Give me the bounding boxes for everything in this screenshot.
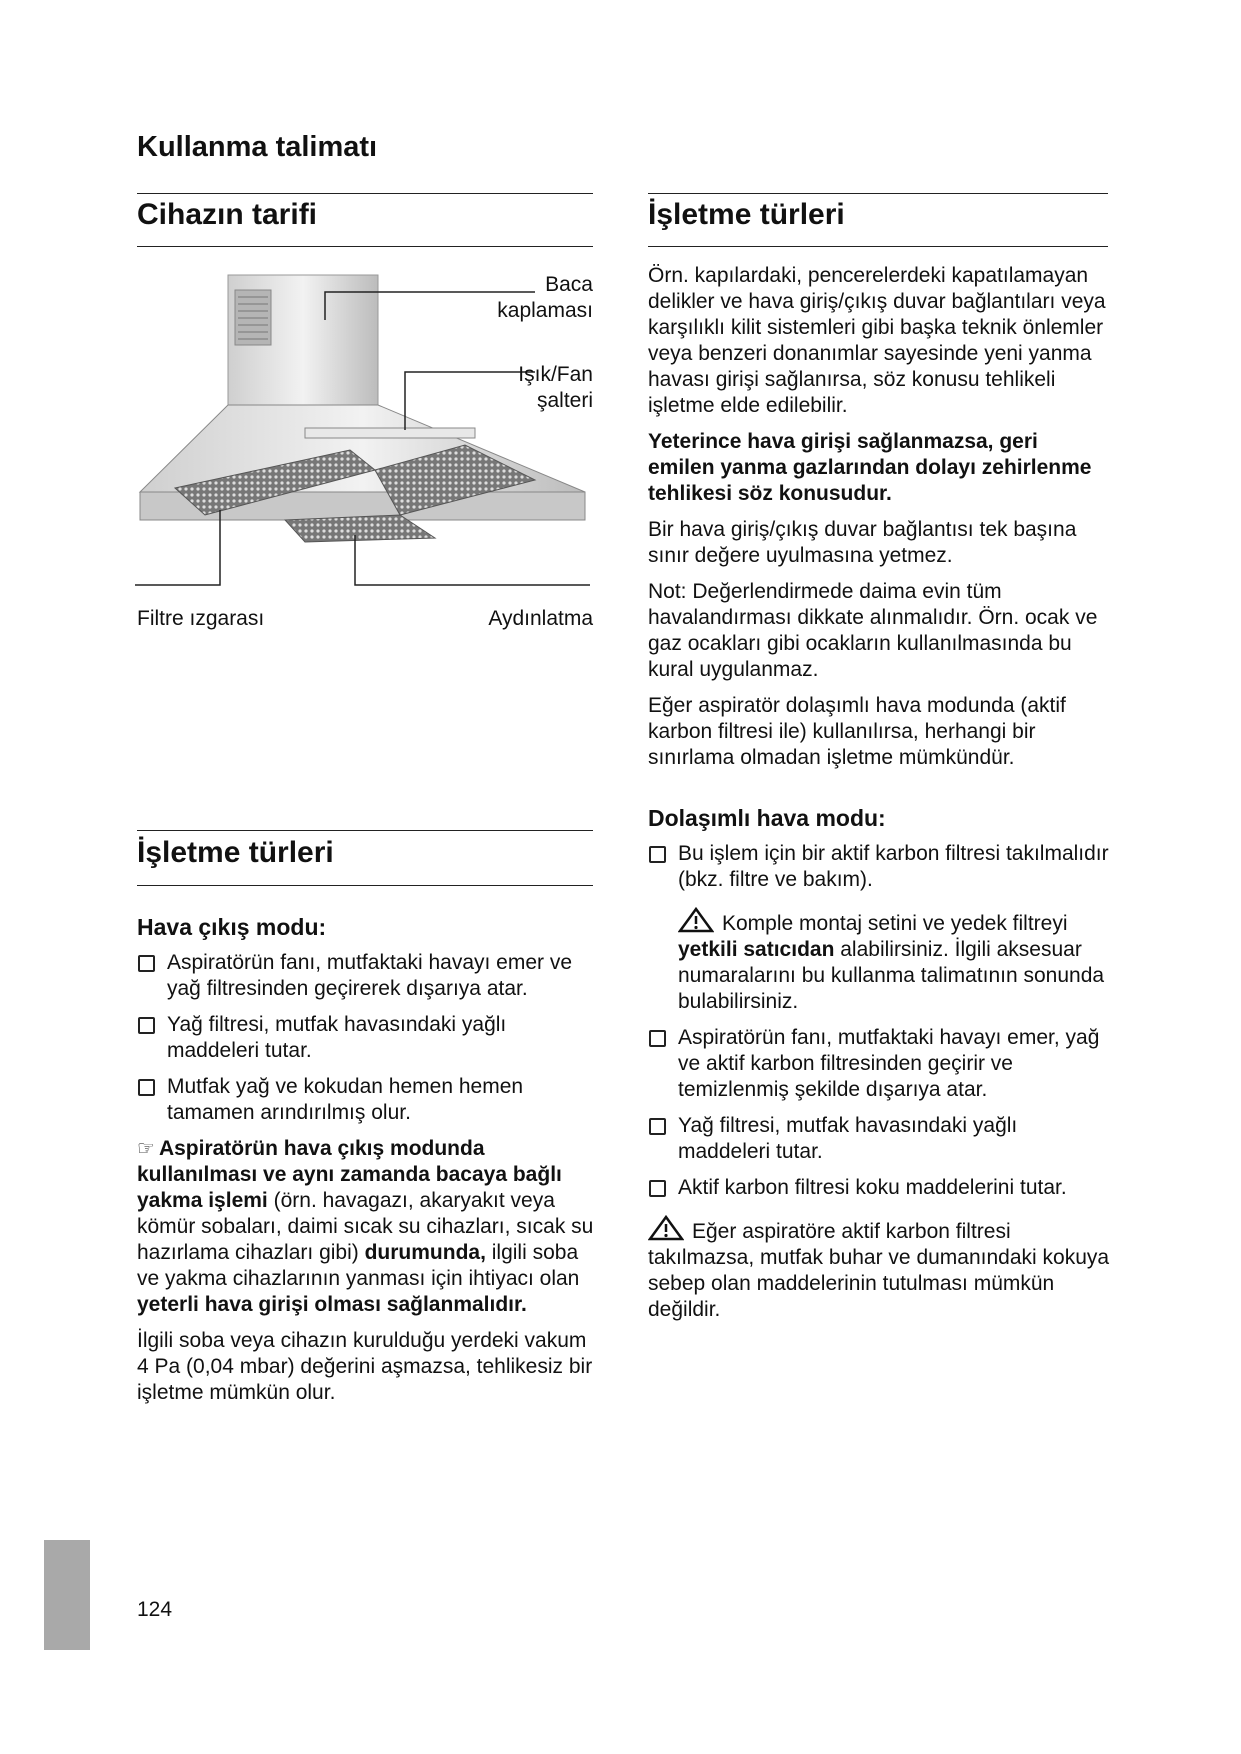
divider xyxy=(648,246,1108,247)
chimney-label: Baca kaplaması xyxy=(497,273,593,322)
checkbox-bullet-icon xyxy=(138,955,155,972)
paragraph: Eğer aspiratör dolaşımlı hava modunda (aktif karbon filtresi ile) kullanılırsa, herhangi bir sınırlama olmadan işletme mümkündür. xyxy=(648,694,1066,769)
warning-paragraph: ☞ Aspiratörün hava çıkış modunda kullanılması ve aynı zamanda bacaya bağlı yakma işlemi (örn. havagazı, akaryakıt veya kömür sobaları, daimi sıcak su cihazları, sıcak su hazırlama cihazları gibi) durumunda, ilgili soba ve yakma cihazlarının yanması için ihtiyacı olan yeterli hava girişi olması sağlanmalıdır. xyxy=(137,1137,594,1316)
list-item: Aktif karbon filtresi koku maddelerini tutar. xyxy=(648,1175,1110,1201)
warning-triangle-icon xyxy=(648,1215,684,1241)
paragraph: Örn. kapılardaki, pencerelerdeki kapatılamayan delikler ve hava giriş/çıkış duvar bağlantıları veya karşılıklı kilit sistemleri gibi başka teknik önlemler veya benzeri donanımlar sayesinde yeni yanma havası girişi sağlanırsa, söz konusu tehlikeli işletme elde edilebilir. xyxy=(648,264,1106,417)
exhaust-heading: Hava çıkış modu: xyxy=(137,914,327,940)
vent-grille xyxy=(235,290,271,345)
list-item: Yağ filtresi, mutfak havasındaki yağlı maddeleri tutar. xyxy=(137,1012,597,1064)
checkbox-bullet-icon xyxy=(649,1180,666,1197)
divider xyxy=(137,830,593,831)
paragraph: Bir hava giriş/çıkış duvar bağlantısı tek başına sınır değere uyulmasına yetmez. xyxy=(648,518,1077,567)
list-item: Bu işlem için bir aktif karbon filtresi takılmalıdır (bkz. filtre ve bakım). xyxy=(648,841,1110,893)
divider xyxy=(648,193,1108,194)
accessory-note: Komple montaj setini ve yedek filtreyi yetkili satıcıdan alabilirsiniz. İlgili aksesuar numaralarını bu kullanma talimatının sonunda bulabilirsiniz. xyxy=(648,907,1110,1015)
checkbox-bullet-icon xyxy=(649,846,666,863)
pointing-hand-icon: ☞ xyxy=(137,1138,155,1160)
final-warning: Eğer aspiratöre aktif karbon filtresi takılmazsa, mutfak buhar ve dumanındaki kokuya sebep olan maddelerinin tutulması mümkün değildir. xyxy=(648,1215,1110,1323)
warning-triangle-icon xyxy=(678,907,714,933)
page-title: Kullanma talimatı xyxy=(137,131,378,163)
light-strip xyxy=(305,428,475,438)
checkbox-bullet-icon xyxy=(649,1118,666,1135)
device-heading: Cihazın tarifi xyxy=(137,198,318,231)
lighting-label: Aydınlatma xyxy=(488,607,593,630)
divider xyxy=(137,885,593,886)
list-item: Aspiratörün fanı, mutfaktaki havayı emer, yağ ve aktif karbon filtresinden geçirir ve temizlenmiş şekilde dışarıya atar. xyxy=(648,1025,1110,1103)
left-column xyxy=(137,914,597,1416)
list-item: Yağ filtresi, mutfak havasındaki yağlı maddeleri tutar. xyxy=(648,1113,1110,1165)
right-column xyxy=(648,263,1110,1333)
page-number: 124 xyxy=(137,1598,173,1621)
switch-label: Işık/Fan şalteri xyxy=(518,363,593,412)
side-tab xyxy=(44,1540,90,1650)
modes-heading: İşletme türleri xyxy=(137,836,334,869)
divider xyxy=(137,246,593,247)
paragraph: Not: Değerlendirmede daima evin tüm havalandırması dikkate alınmalıdır. Örn. ocak ve gaz ocakları gibi ocakların kullanılmasında bu kural uygulanmaz. xyxy=(648,580,1098,681)
checkbox-bullet-icon xyxy=(138,1079,155,1096)
vacuum-paragraph: İlgili soba veya cihazın kurulduğu yerdeki vakum 4 Pa (0,04 mbar) değerini aşmazsa, tehlikesiz bir işletme mümkün olur. xyxy=(137,1329,593,1404)
list-item: Aspiratörün fanı, mutfaktaki havayı emer ve yağ filtresinden geçirerek dışarıya atar. xyxy=(137,950,597,1002)
checkbox-bullet-icon xyxy=(649,1030,666,1047)
recirc-heading: Dolaşımlı hava modu: xyxy=(648,805,886,831)
checkbox-bullet-icon xyxy=(138,1017,155,1034)
right-heading: İşletme türleri xyxy=(648,198,845,231)
filter-label: Filtre ızgarası xyxy=(137,607,265,630)
list-item: Mutfak yağ ve kokudan hemen hemen tamamen arındırılmış olur. xyxy=(137,1074,597,1126)
danger-paragraph: Yeterince hava girişi sağlanmazsa, geri emilen yanma gazlarından dolayı zehirlenme tehlikesi söz konusudur. xyxy=(648,430,1092,505)
divider xyxy=(137,193,593,194)
